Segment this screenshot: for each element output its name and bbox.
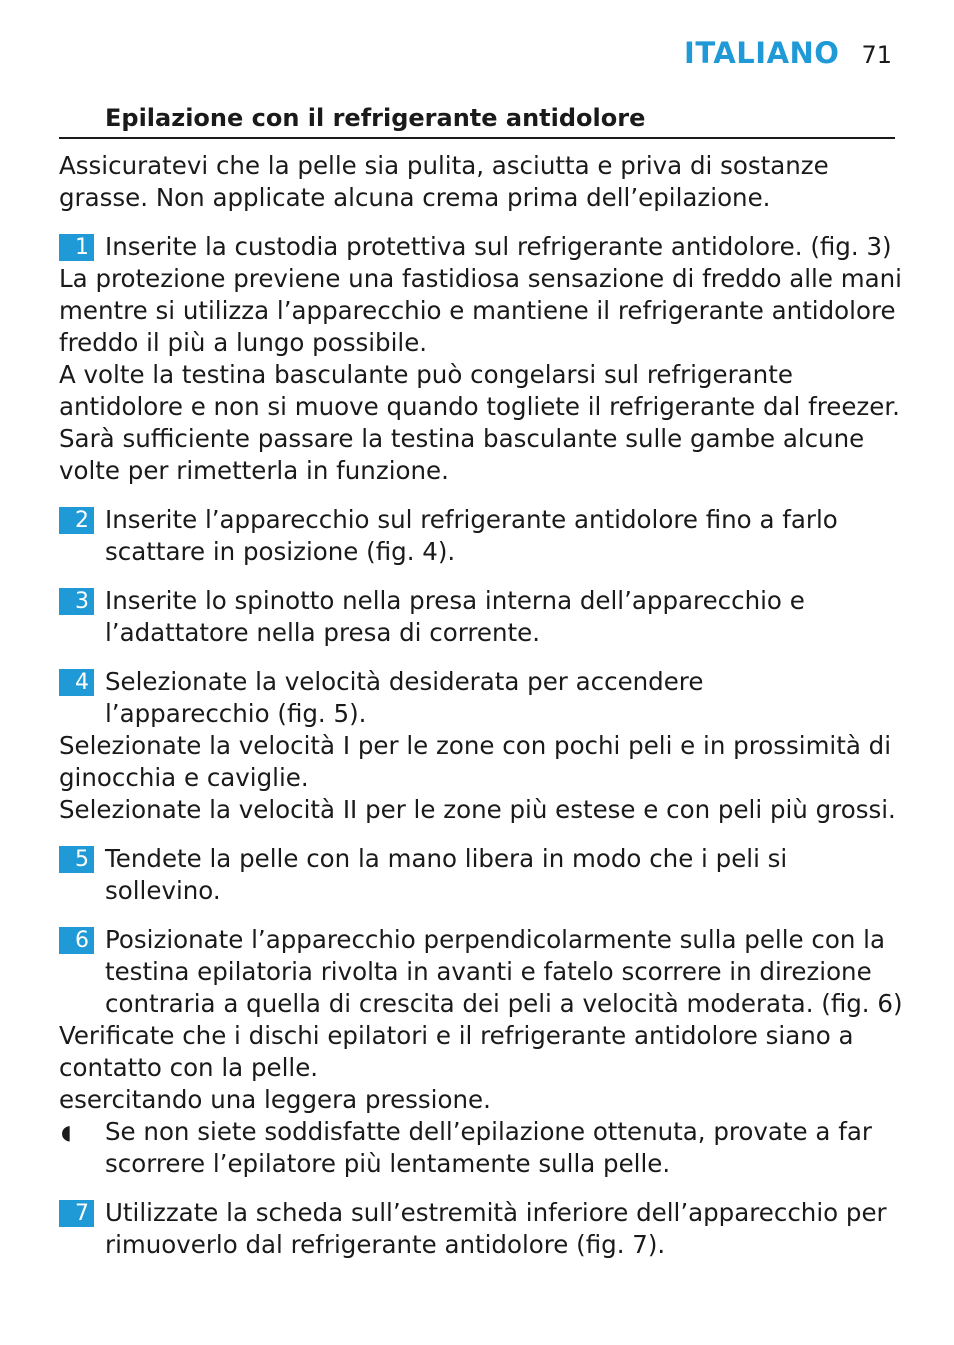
step-note: La protezione previene una fastidiosa sensazione di freddo alle mani mentre si utilizza l’apparecchio e mantiene il refrigerante antidolore freddo il più a lungo possibile. xyxy=(59,264,902,357)
step-number-badge: 4 xyxy=(59,669,94,696)
step-note: Verificate che i dischi epilatori e il refrigerante antidolore siano a contatto con la pelle. xyxy=(59,1021,854,1082)
step-5 xyxy=(59,843,909,907)
step-number-badge: 1 xyxy=(59,234,94,261)
step-4 xyxy=(59,666,725,730)
step-1 xyxy=(59,231,909,263)
bullet-text: Se non siete soddisfatte dell’epilazione ottenuta, provate a far scorrere l’epilatore più lentamente sulla pelle. xyxy=(105,1117,872,1178)
bullet-arrow-icon: ◖ xyxy=(61,1120,72,1144)
page-number: 71 xyxy=(861,41,892,69)
step-note: A volte la testina basculante può congelarsi sul refrigerante antidolore e non si muove quando togliete il refrigerante dal freezer. Sarà sufficiente passare la testina basculante sulle gambe alcune volte per rimetterla in funzione. xyxy=(59,360,900,485)
step-3 xyxy=(59,585,909,649)
step-text: Inserite l’apparecchio sul refrigerante antidolore fino a farlo scattare in posizione (fig. 4). xyxy=(105,505,838,566)
section-title: Epilazione con il refrigerante antidolore xyxy=(105,104,646,132)
step-text: Inserite la custodia protettiva sul refrigerante antidolore. (fig. 3) xyxy=(105,232,892,261)
step-2 xyxy=(59,504,909,568)
step-number-badge: 5 xyxy=(59,846,94,873)
page-content xyxy=(59,150,909,1261)
step-number-badge: 3 xyxy=(59,588,94,615)
step-text: Utilizzate la scheda sull’estremità inferiore dell’apparecchio per rimuoverlo dal refrigerante antidolore (fig. 7). xyxy=(105,1198,887,1259)
step-note: Selezionate la velocità II per le zone più estese e con peli più grossi. xyxy=(59,795,896,824)
step-text: Posizionate l’apparecchio perpendicolarmente sulla pelle con la testina epilatoria rivolta in avanti e fatelo scorrere in direzione contraria a quella di crescita dei peli a velocità moderata. (fig. 6) xyxy=(105,925,903,1018)
page-header xyxy=(684,36,892,70)
step-6 xyxy=(59,924,909,1020)
section-divider xyxy=(59,137,895,139)
step-note: Selezionate la velocità I per le zone con pochi peli e in prossimità di ginocchia e caviglie. xyxy=(59,731,892,792)
intro-paragraph: Assicuratevi che la pelle sia pulita, asciutta e priva di sostanze grasse. Non applicate alcuna crema prima dell’epilazione. xyxy=(59,151,829,212)
step-text: Selezionate la velocità desiderata per accendere l’apparecchio (fig. 5). xyxy=(105,667,704,728)
language-label: ITALIANO xyxy=(684,36,840,70)
step-7 xyxy=(59,1197,909,1261)
step-note: esercitando una leggera pressione. xyxy=(59,1085,491,1114)
step-text: Inserite lo spinotto nella presa interna dell’apparecchio e l’adattatore nella presa di corrente. xyxy=(105,586,805,647)
step-number-badge: 6 xyxy=(59,927,94,954)
step-number-badge: 7 xyxy=(59,1200,94,1227)
tip-bullet xyxy=(59,1116,909,1180)
step-text: Tendete la pelle con la mano libera in modo che i peli si sollevino. xyxy=(105,844,788,905)
step-number-badge: 2 xyxy=(59,507,94,534)
